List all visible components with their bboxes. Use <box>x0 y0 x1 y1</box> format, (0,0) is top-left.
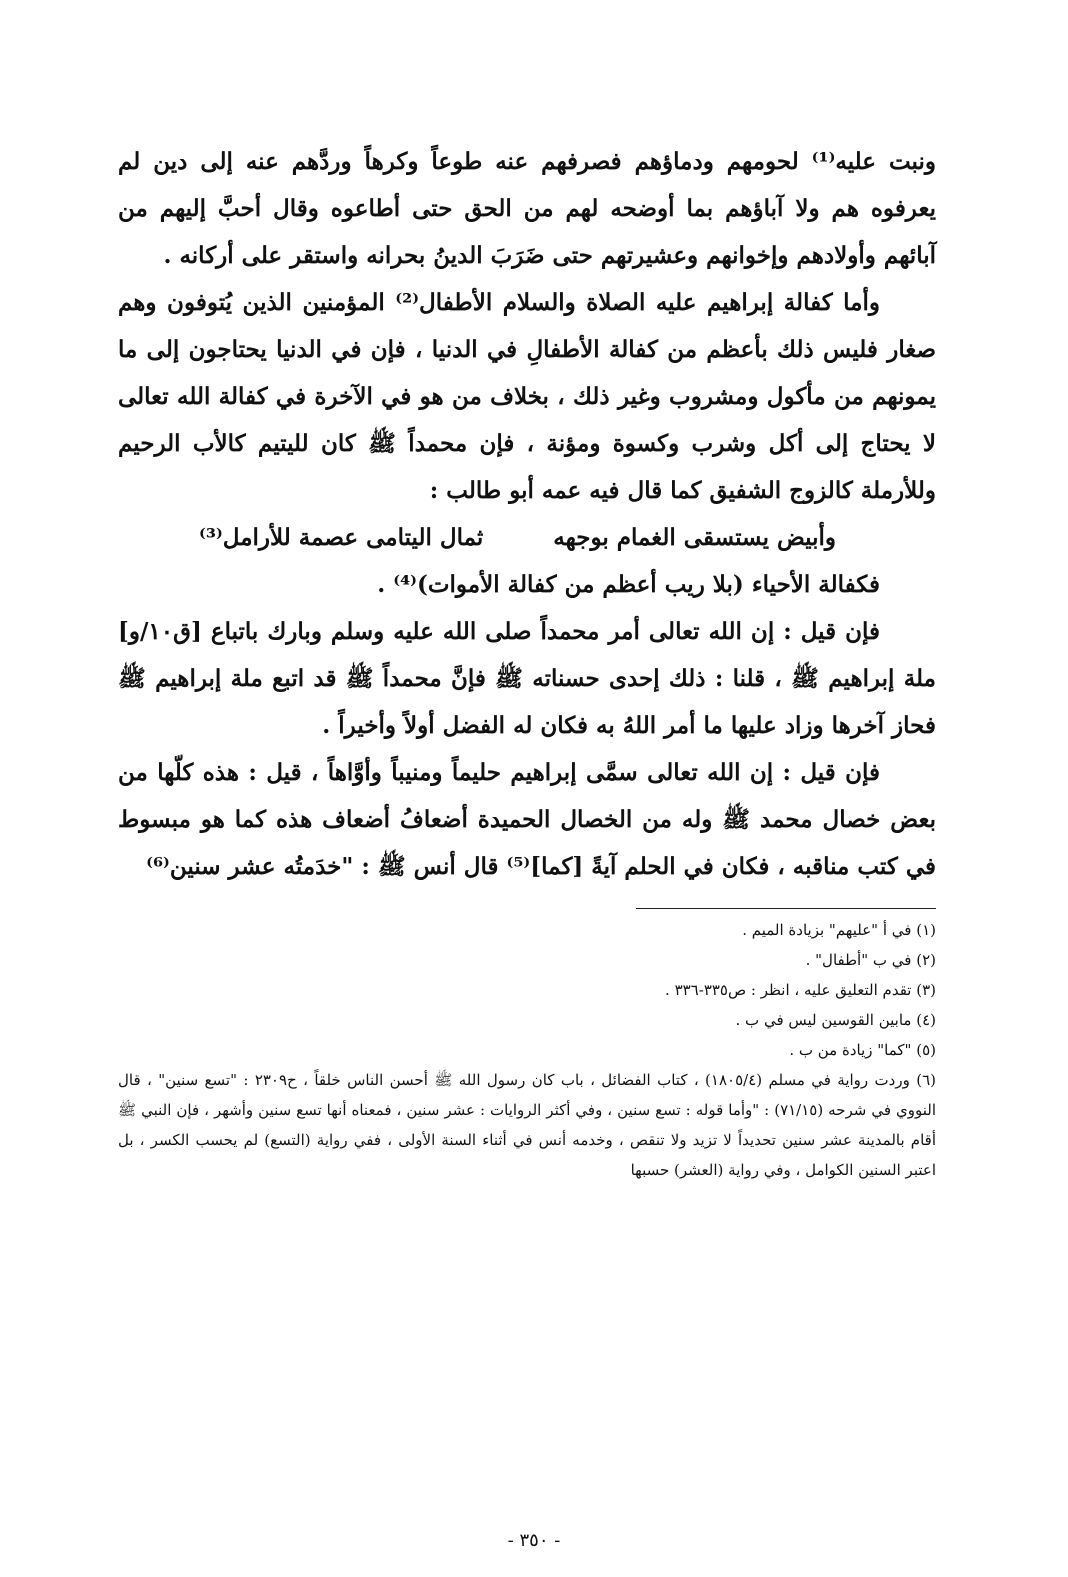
paragraph-4: فإن قيل : إن الله تعالى أمر محمداً صلى الله عليه وسلم وبارك باتباع [ق١٠/و] ملة إبراهيم ﷺ ، قلنا : ذلك إحدى حسناته ﷺ فإنَّ محمداً ﷺ قد اتبع ملة إبراهيم ﷺ فحاز آخرها وزاد عليها ما أمر اللهُ به فكان له الفضل أولاً وأخيراً . <box>118 618 936 739</box>
paragraph-5: فإن قيل : إن الله تعالى سمَّى إبراهيم حليماً ومنيباً وأوَّاهاً ، قيل : هذه كلّها من بعض خصال محمد ﷺ وله من الخصال الحميدة أضعافُ أضعاف هذه كما هو مبسوط في كتب مناقبه ، فكان في الحلم آيةً [كما]⁽⁵⁾ قال أنس ﷺ : "خدَمتُه عشر سنين⁽⁶⁾ <box>118 759 936 880</box>
paragraph-2: وأما كفالة إبراهيم عليه الصلاة والسلام الأطفال⁽²⁾ المؤمنين الذين يُتوفون وهم صغار فليس ذلك بأعظم من كفالة الأطفالِ في الدنيا ، فإن في الدنيا يحتاجون إلى ما يمونهم من مأكول ومشروب وغير ذلك ، بخلاف من هو في الآخرة في كفالة الله تعالى لا يحتاج إلى أكل وشرب وكسوة ومؤنة ، فإن محمداً ﷺ كان لليتيم كالأب الرحيم وللأرملة كالزوج الشفيق كما قال فيه عمه أبو طالب : <box>118 289 936 504</box>
page-content <box>118 138 936 1185</box>
paragraph-1: ونبت عليه⁽¹⁾ لحومهم ودماؤهم فصرفهم عنه طوعاً وكرهاً وردَّهم عنه إلى دين لم يعرفوه هم ولا آباؤهم بما أوضحه لهم من الحق حتى أطاعوه وقال أحبَّ إليهم من آبائهم وأولادهم وإخوانهم وعشيرتهم حتى ضَرَبَ الدينُ بحرانه واستقر على أركانه . <box>118 148 936 269</box>
footnote-5: (٥) "كما" زيادة من ب . <box>789 1041 936 1059</box>
paragraph-3: فكفالة الأحياء (بلا ريب أعظم من كفالة الأموات)⁽⁴⁾ . <box>377 571 880 598</box>
footnotes <box>118 915 936 1185</box>
footnote-6: (٦) وردت رواية في مسلم (١٨٠٥/٤) ، كتاب الفضائل ، باب كان رسول الله ﷺ أحسن الناس خلقاً ، ح٢٣٠٩ : "تسع سنين" ، قال النووي في شرحه (٧١/١٥) : "وأما قوله : تسع سنين ، وفي أكثر الروايات : عشر سنين ، فمعناه أنها تسع سنين وأشهر ، فإن النبي ﷺ أقام بالمدينة عشر سنين تحديداً لا تزيد ولا تنقص ، وخدمه أنس في أثناء السنة الأولى ، ففي رواية (التسع) لم يحسب الكسر ، بل اعتبر السنين الكوامل ، وفي رواية (العشر) حسبها <box>118 1071 936 1179</box>
footnote-1: (١) في أ "عليهم" بزيادة الميم . <box>742 921 936 939</box>
footnote-4: (٤) مابين القوسين ليس في ب . <box>735 1011 936 1029</box>
verse-second-hemistich: ثمال اليتامى عصمة للأرامل⁽³⁾ <box>199 524 484 551</box>
main-text <box>118 138 936 890</box>
verse-first-hemistich: وأبيض يستسقى الغمام بوجهه <box>553 524 836 551</box>
footnote-separator <box>636 908 936 909</box>
footnote-2: (٢) في ب "أطفال" . <box>805 951 936 969</box>
footnote-3: (٣) تقدم التعليق عليه ، انظر : ص٣٣٥-٣٣٦ . <box>665 981 936 999</box>
page-number: - ٣٥٠ - <box>507 1530 561 1551</box>
poetry-verse <box>118 514 936 561</box>
